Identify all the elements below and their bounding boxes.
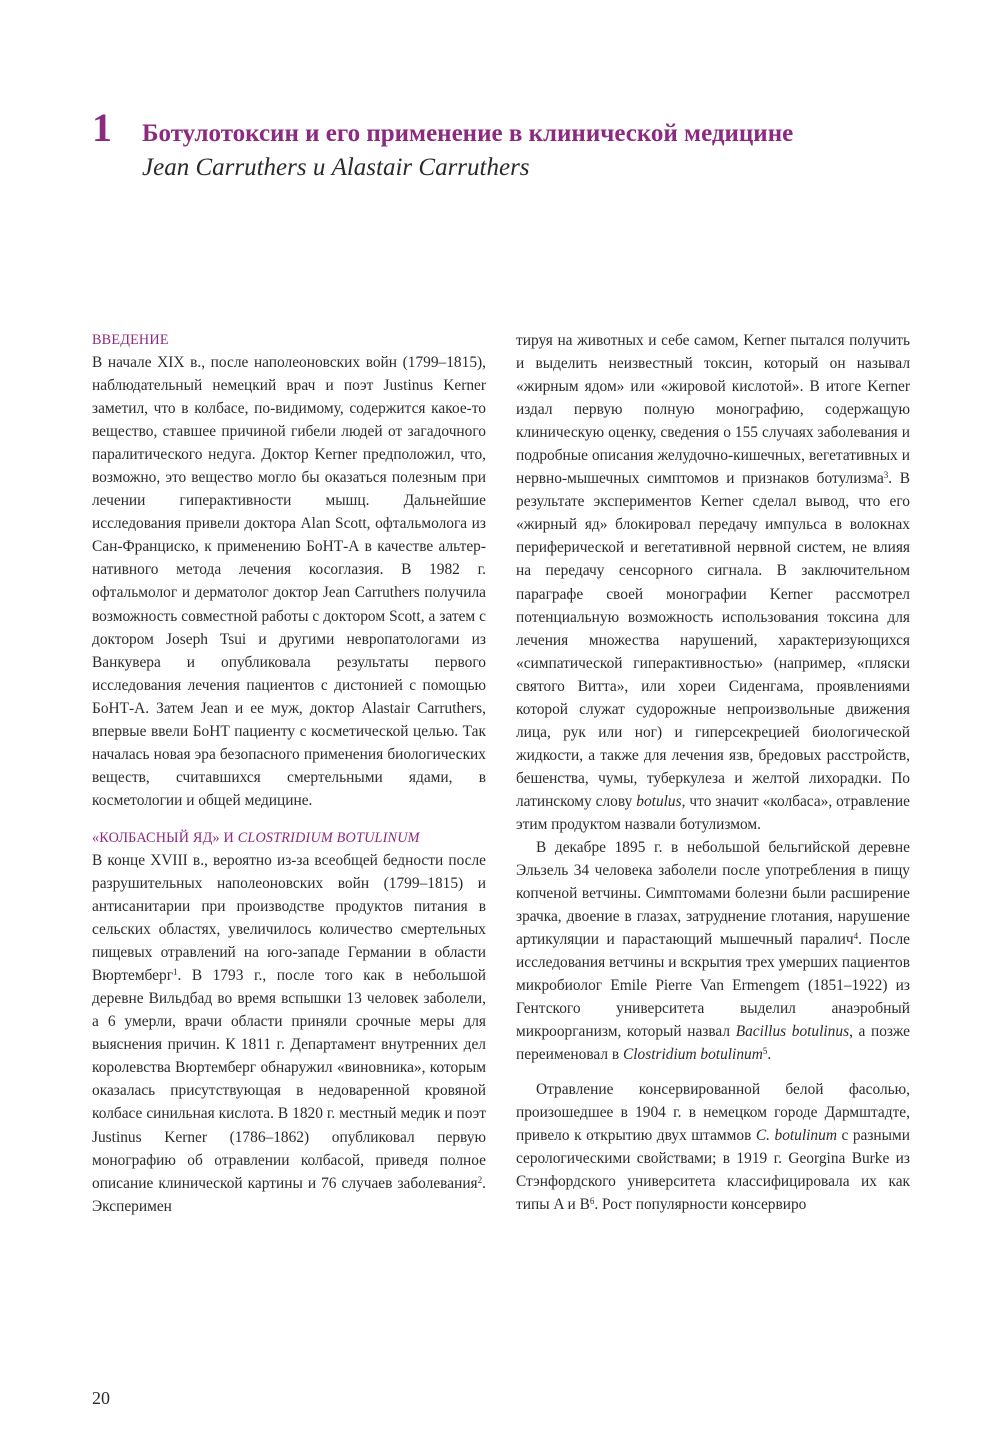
section-heading-sausage-poison xyxy=(92,828,486,849)
intro-paragraph: В начале XIX в., после наполеоновских войн (1799–1815), наблюдательный немецкий врач и поэт Justinus Kerner заметил, что в колбасе, по-видимому, содержится какое-то вещество, ставшее причиной гибели людей от загадочного паралитического недуга. Доктор Kerner предположил, что, возможно, это вещество могло бы оказаться полезным при лечении гиперактивности мышц. Дальнейшие исследования привели доктора Alan Scott, офтальмолога из Сан-Франциско, к применению БоНТ-А в качестве альтернативного метода лечения косоглазия. В 1982 г. офтальмолог и дерматолог доктор Jean Carruthers получила возможность совместной работы с доктором Scott, а затем с доктором Joseph Tsui и другими невропатологами из Ванкувера и опубликовала результаты первого исследования лечения пациентов с дистонией с помощью БоНТ-А. Затем Jean и ее муж, доктор Alastair Carruthers, впервые ввели БоНТ пациенту с косметической целью. Так началась новая эра безопасного применения биологических веществ, считавшихся смертельными ядами, в косметологии и общей медицине. xyxy=(92,354,486,809)
ellezelles-paragraph: В декабре 1895 г. в небольшой бельгийской деревне Эльзель 34 человека заболели после употребления в пищу копченой ветчины. Симптомами болезни были расширение зрачка, двоение в глазах, затруднение глотания, нарушение артикуляции и парастающий мышечный паралич$^4$. После исследования ветчины и вскрытия трех умерших пациентов микробиолог Emile Pierre Van Ermengem (1851–1922) из Гентского университета выделил анаэробный микроорганизм, который назвал Bacillus botulinus, а позже переименовал в Clostridium botulinum$^5$. xyxy=(516,839,910,1064)
ref-5: 5 xyxy=(762,1046,768,1057)
page-number: 20 xyxy=(92,1388,110,1408)
ref-2: 2 xyxy=(477,1174,483,1185)
heading-part: «КОЛБАСНЫЙ ЯД» И xyxy=(92,829,238,846)
section-heading-intro: ВВЕДЕНИЕ xyxy=(92,332,169,348)
ref-6: 6 xyxy=(589,1195,595,1206)
ref-4: 4 xyxy=(853,931,859,942)
chapter-title: Ботулотоксин и его применение в клинической медицине xyxy=(142,120,794,147)
right-column xyxy=(516,329,910,1216)
ref-1: 1 xyxy=(173,967,178,978)
ref-3: 3 xyxy=(883,470,889,481)
chapter-authors: Jean Carruthers и Alastair Carruthers xyxy=(142,154,530,181)
heading-italic-part: CLOSTRIDIUM BOTULINUM xyxy=(237,829,420,846)
kerner-paragraph: тируя на животных и себе самом, Kerner пытался получить и выделить неизвестный токсин, который он называл «жирным ядом» или «жировой кислотой». В итоге Kerner издал первую полную монографию, содержащую клиническую оценку, сведения о 155 случаях заболевания и подробные описания желудочно-кишечных, вегетативных и нервно-мышечных симптомов и признаков ботулизма$^3$. В результате экспериментов Kerner сделал вывод, что его «жирный яд» блокировал передачу импульса в волокнах периферической и вегетативной нервной систем, не влияя на передачу сенсорного сигнала. В заключительном параграфе своей монографии Kerner рассмотрел потенциальную возможность использования токсина для лечения множества нарушений, характеризующихся «симпатической гиперактивностью» (например, «пляски святого Витта», или хореи Сиденгама, проявлениями которой служат судорожные непроизвольные движения лица, рук или ног) и гиперсекрецией биологической жидкости, а также для лечения язв, бредовых расстройств, бешенства, чумы, туберкулеза и желтой лихорадки. По латинскому слову botulus, что значит «колбаса», отравление этим продуктом назвали ботулизмом. xyxy=(516,332,910,833)
darmstadt-paragraph: Отравление консервированной белой фасолью, произошедшее в 1904 г. в немецком городе Дармштадте, привело к открытию двух штаммов C. botulinum с разными серологическими свойствами; в 1919 г. Georgina Burke из Стэнфордского университета классифицировала их как типы A и $B^6$. Рост популярности консервиро xyxy=(516,1080,910,1213)
sausage-poison-paragraph: В конце XVIII в., вероятно из-за всеобщей бедности после разрушительных наполеоновских войн (1799–1815) и антисанитарии при производстве продуктов питания в сельских областях, увеличилось количество смертельных пищевых отравлений на юго-западе Германии в области Вюртемберг$^1$. В 1793 г., после того как в небольшой деревне Вильдбад во время вспышки 13 человек заболели, а 6 умерли, врачи области приняли срочные меры для выяснения причин. К 1811 г. Департамент внутренних дел королевства Вюртемберг обнаружил «виновника», которым оказалась присутствующая в недоваренной кровяной колбасе синильная кислота. В 1820 г. местный медик и поэт Justinus Kerner (1786–1862) опубликовал первую монографию об отравлении колбасой, приведя полное описание клинической картины и 76 случаев заболевания$^2$. Эксперимен xyxy=(92,851,486,1215)
left-column xyxy=(92,330,486,1218)
chapter-number: 1 xyxy=(92,105,112,150)
